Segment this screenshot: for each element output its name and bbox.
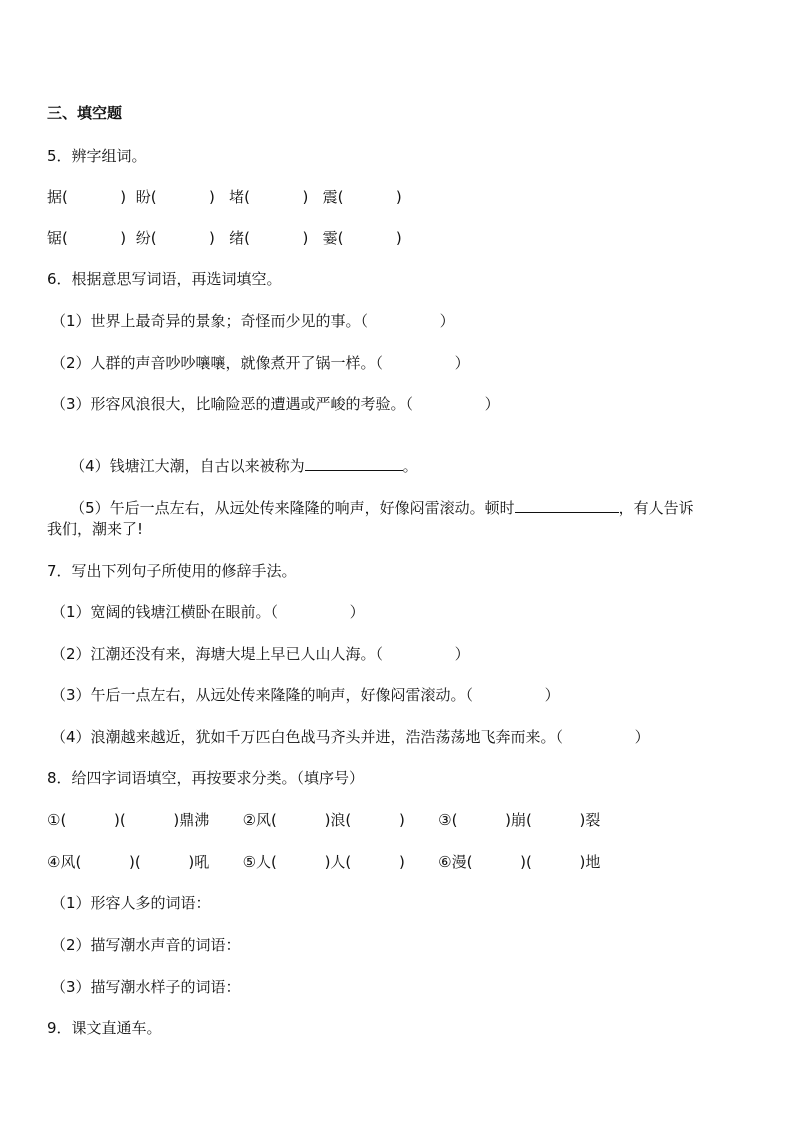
q6-item-5 — [51, 478, 694, 538]
q8-row-2: ④风( )( )吼 ⑤人( )人( ) ⑥漫( )( )地 — [47, 853, 601, 871]
q6-item-4-text: （4）钱塘江大潮，自古以来被称为 — [70, 457, 305, 475]
q7-item-2: （2）江潮还没有来，海塘大堤上早已人山人海。（ ） — [51, 645, 470, 663]
q7-item-3: （3）午后一点左右，从远处传来隆隆的响声，好像闷雷滚动。（ ） — [51, 686, 560, 704]
q5-row-2: 锯( ) 纷( ) 绪( ) 霎( ) — [47, 229, 402, 247]
q6-item-5-text: （5）午后一点左右，从远处传来隆隆的响声，好像闷雷滚动。顿时 — [70, 499, 515, 517]
q8-title: 8．给四字词语填空，再按要求分类。（填序号） — [47, 769, 365, 787]
q8-item-2: （2）描写潮水声音的词语： — [51, 936, 241, 954]
q5-title: 5．辨字组词。 — [47, 147, 147, 165]
q8-item-1: （1）形容人多的词语： — [51, 894, 211, 912]
q6-item-1: （1）世界上最奇异的景象；奇怪而少见的事。（ ） — [51, 312, 455, 330]
q8-item-3: （3）描写潮水样子的词语： — [51, 978, 241, 996]
q6-item-5-end: ，有人告诉 — [618, 499, 694, 517]
q8-row-1: ①( )( )鼎沸 ②风( )浪( ) ③( )崩( )裂 — [47, 811, 601, 829]
q9-title: 9．课文直通车。 — [47, 1019, 162, 1037]
q7-item-1: （1）宽阔的钱塘江横卧在眼前。（ ） — [51, 603, 365, 621]
q6-item-3: （3）形容风浪很大，比喻险恶的遭遇或严峻的考验。（ ） — [51, 395, 500, 413]
q5-row-1: 据( ) 盼( ) 堵( ) 震( ) — [47, 188, 402, 206]
q7-item-4: （4）浪潮越来越近，犹如千万匹白色战马齐头并进，浩浩荡荡地飞奔而来。（ ） — [51, 728, 650, 746]
q6-item-4-blank[interactable] — [305, 456, 403, 471]
q6-title: 6．根据意思写词语，再选词填空。 — [47, 270, 282, 288]
q6-item-5-blank[interactable] — [515, 498, 619, 513]
section-title: 三、填空题 — [47, 104, 123, 122]
q6-item-2: （2）人群的声音吵吵嚷嚷，就像煮开了锅一样。（ ） — [51, 354, 470, 372]
q6-item-4-end: 。 — [402, 457, 418, 475]
q7-title: 7．写出下列句子所使用的修辞手法。 — [47, 562, 297, 580]
q6-item-5-continued: 我们，潮来了! — [47, 520, 144, 538]
